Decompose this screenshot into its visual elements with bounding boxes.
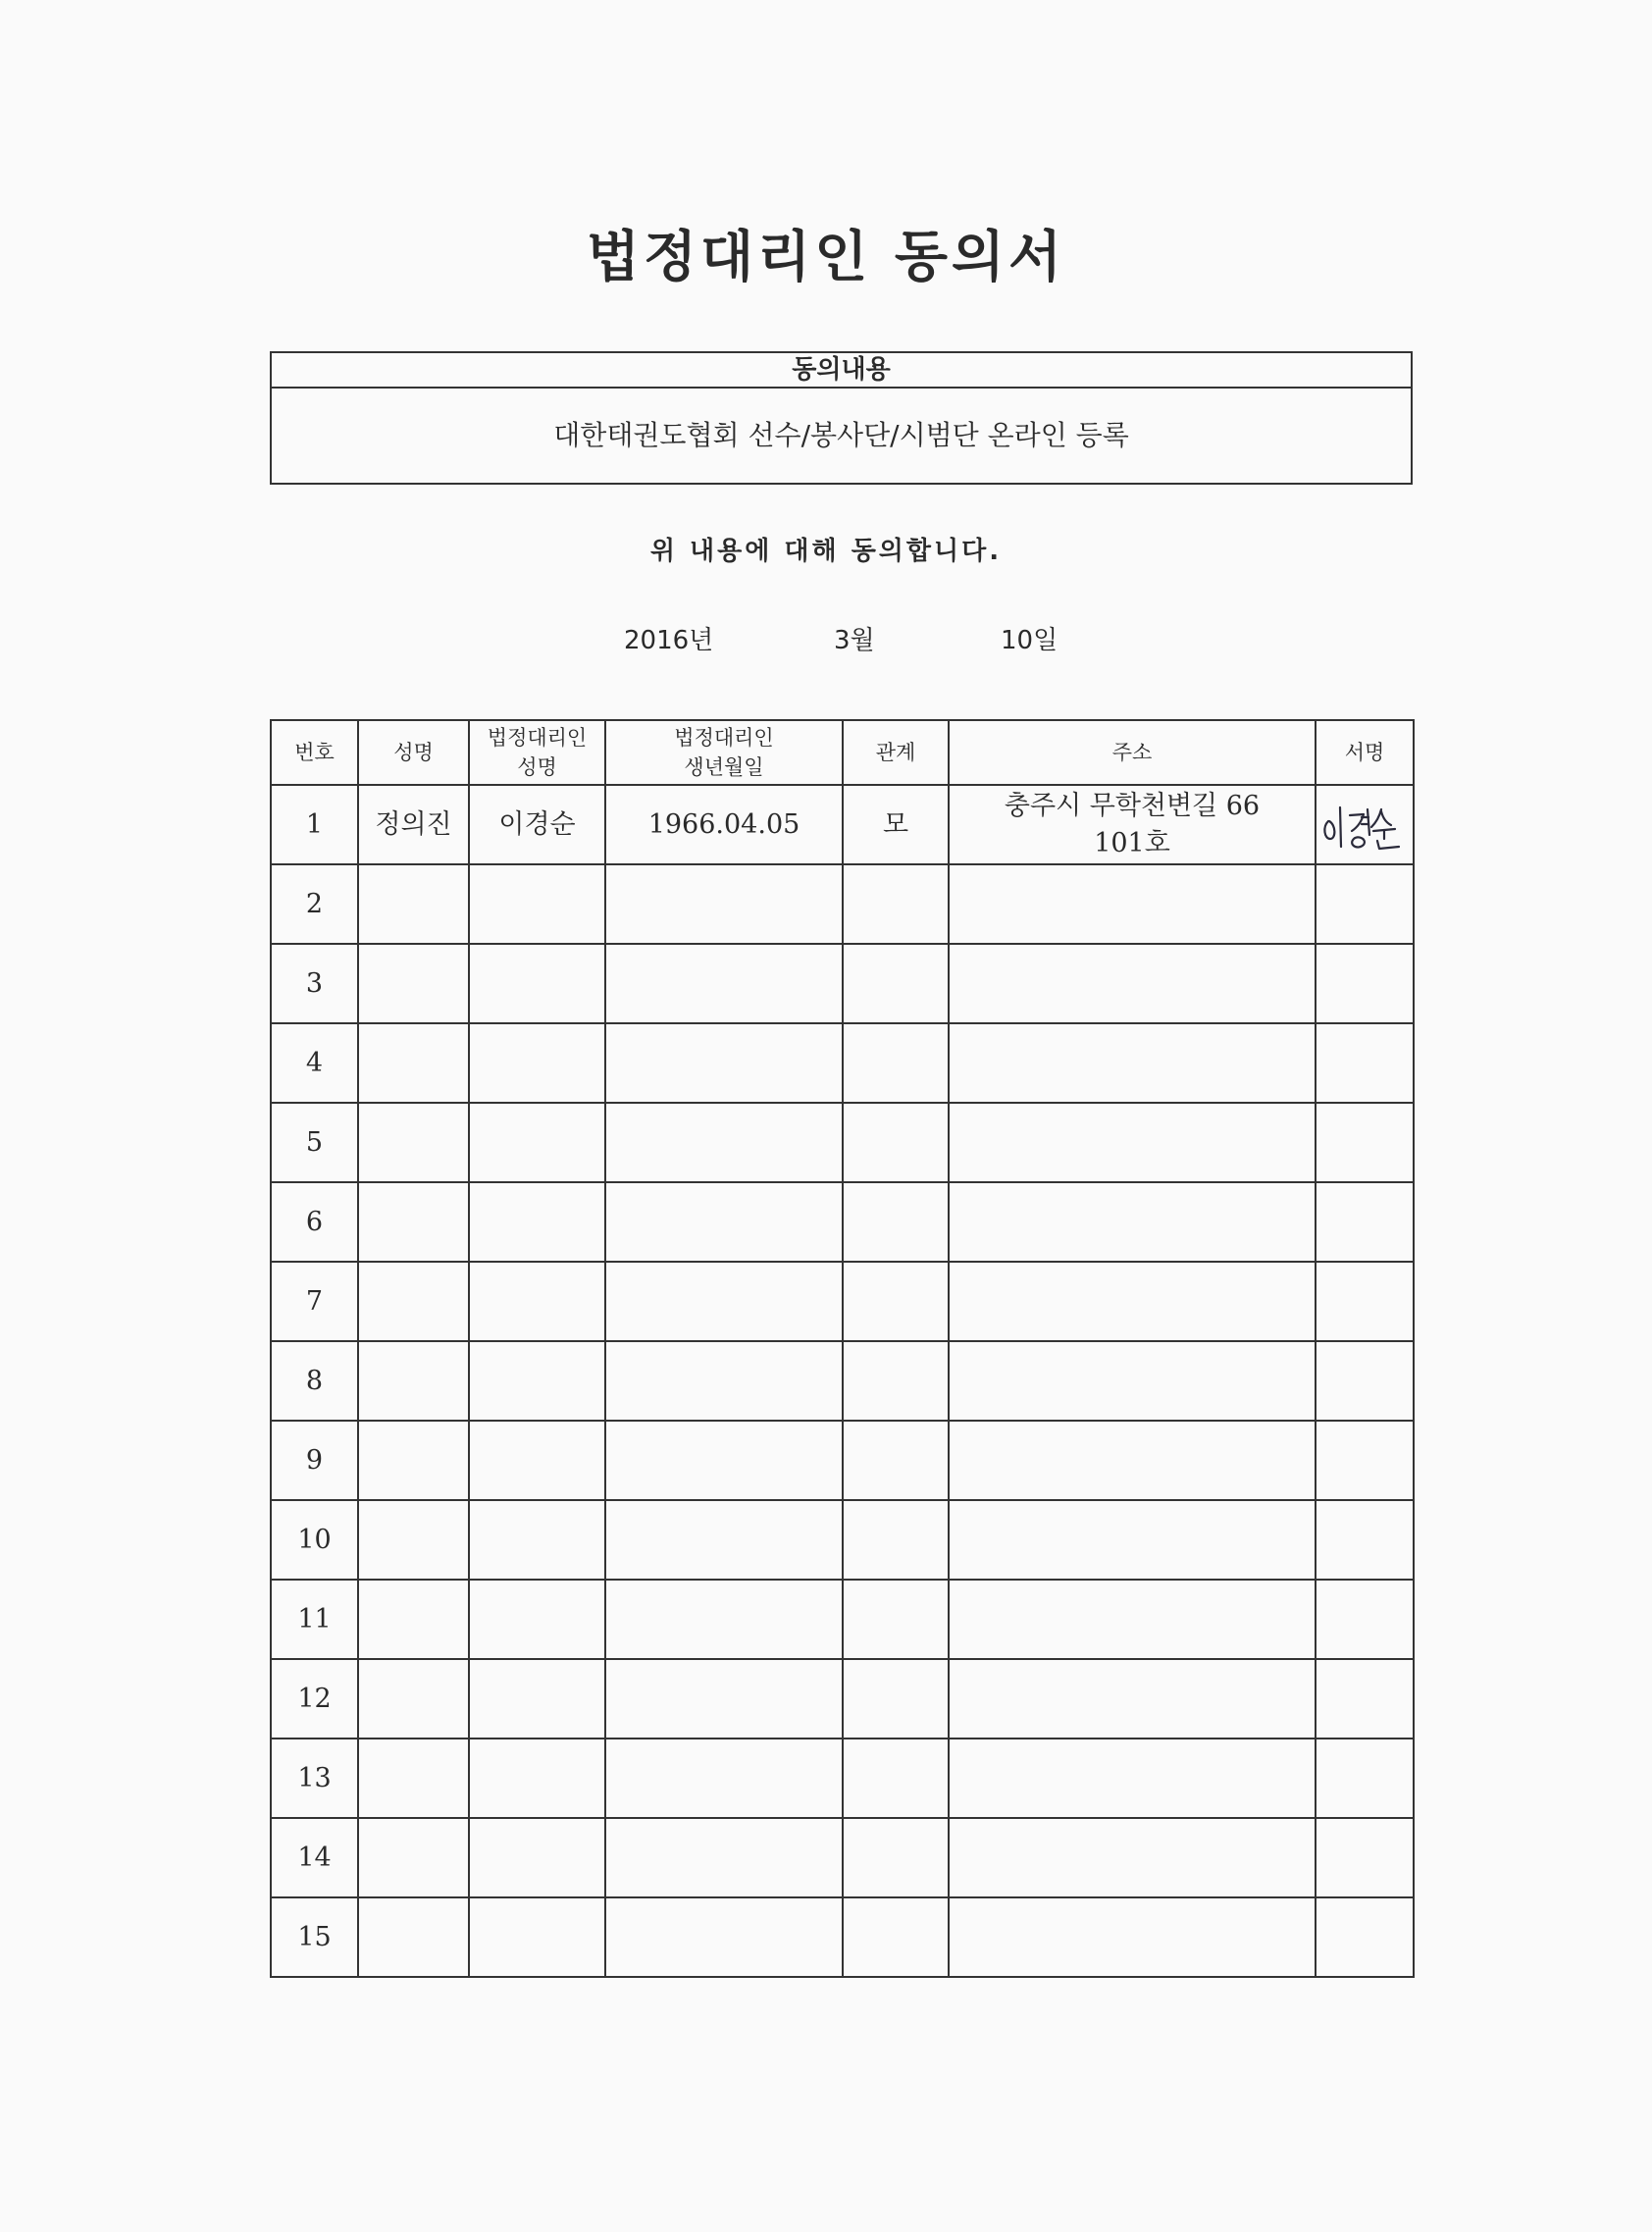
cell-relation <box>843 1500 949 1580</box>
cell-no: 11 <box>271 1580 358 1659</box>
cell-guardian-name <box>469 1739 605 1818</box>
guardian-roster-table <box>270 719 1415 1978</box>
cell-name <box>358 1659 469 1739</box>
cell-guardian-name <box>469 1818 605 1897</box>
cell-no: 3 <box>271 944 358 1023</box>
cell-name <box>358 1500 469 1580</box>
cell-guardian-name: 이경순 <box>469 785 605 864</box>
cell-name <box>358 1897 469 1977</box>
table-row <box>271 1739 1414 1818</box>
cell-guardian-birth <box>605 1897 843 1977</box>
cell-signature <box>1316 1580 1414 1659</box>
cell-name: 정의진 <box>358 785 469 864</box>
cell-no: 5 <box>271 1103 358 1182</box>
cell-guardian-name <box>469 1580 605 1659</box>
header-guardian-birth <box>605 720 843 785</box>
cell-address <box>949 1897 1316 1977</box>
cell-address <box>949 785 1316 864</box>
cell-address <box>949 1023 1316 1103</box>
cell-relation <box>843 1103 949 1182</box>
cell-name <box>358 944 469 1023</box>
header-name: 성명 <box>358 720 469 785</box>
cell-guardian-name <box>469 864 605 944</box>
cell-address <box>949 944 1316 1023</box>
cell-address-line2: 101호 <box>1094 827 1170 858</box>
document-title: 법정대리인 동의서 <box>586 226 1066 289</box>
cell-relation <box>843 1421 949 1500</box>
cell-guardian-birth <box>605 1421 843 1500</box>
table-row <box>271 1341 1414 1421</box>
cell-guardian-birth <box>605 1580 843 1659</box>
cell-guardian-name <box>469 1341 605 1421</box>
cell-signature <box>1316 1262 1414 1341</box>
cell-no: 9 <box>271 1421 358 1500</box>
cell-guardian-name <box>469 944 605 1023</box>
agreement-statement: 위 내용에 대해 동의합니다. <box>649 537 1003 566</box>
consent-text: 대한태권도협회 선수/봉사단/시범단 온라인 등록 <box>553 419 1129 451</box>
header-guardian-name-line2: 성명 <box>517 755 557 779</box>
cell-guardian-name <box>469 1262 605 1341</box>
cell-relation <box>843 1341 949 1421</box>
cell-address <box>949 1818 1316 1897</box>
cell-address <box>949 864 1316 944</box>
cell-no: 1 <box>271 785 358 864</box>
cell-guardian-birth: 1966.04.05 <box>605 785 843 864</box>
cell-no: 7 <box>271 1262 358 1341</box>
cell-relation <box>843 1818 949 1897</box>
date-year: 2016년 <box>624 626 714 655</box>
cell-address-line1: 충주시 무학천변길 66 <box>1004 790 1261 821</box>
cell-relation <box>843 1739 949 1818</box>
date-day: 10일 <box>1001 626 1058 655</box>
table-row <box>271 1580 1414 1659</box>
table-row <box>271 1182 1414 1262</box>
cell-address <box>949 1182 1316 1262</box>
cell-no: 15 <box>271 1897 358 1977</box>
cell-guardian-name <box>469 1659 605 1739</box>
cell-address <box>949 1103 1316 1182</box>
cell-signature <box>1316 785 1414 864</box>
cell-relation <box>843 944 949 1023</box>
cell-guardian-birth <box>605 1103 843 1182</box>
cell-no: 14 <box>271 1818 358 1897</box>
cell-name <box>358 1023 469 1103</box>
cell-guardian-name <box>469 1103 605 1182</box>
table-row <box>271 1897 1414 1977</box>
cell-signature <box>1316 1818 1414 1897</box>
cell-no: 10 <box>271 1500 358 1580</box>
cell-signature <box>1316 1421 1414 1500</box>
cell-name <box>358 1262 469 1341</box>
table-header-row <box>271 720 1414 785</box>
cell-address <box>949 1500 1316 1580</box>
cell-name <box>358 1103 469 1182</box>
cell-address <box>949 1262 1316 1341</box>
cell-signature <box>1316 864 1414 944</box>
cell-relation: 모 <box>843 785 949 864</box>
cell-no: 2 <box>271 864 358 944</box>
cell-relation <box>843 1023 949 1103</box>
cell-signature <box>1316 1182 1414 1262</box>
table-row <box>271 1023 1414 1103</box>
cell-name <box>358 1818 469 1897</box>
header-signature: 서명 <box>1316 720 1414 785</box>
cell-guardian-birth <box>605 1262 843 1341</box>
header-guardian-birth-line2: 생년월일 <box>684 755 764 779</box>
handwritten-signature <box>1318 796 1411 855</box>
cell-relation <box>843 1580 949 1659</box>
cell-no: 13 <box>271 1739 358 1818</box>
cell-signature <box>1316 1500 1414 1580</box>
cell-address <box>949 1580 1316 1659</box>
header-address: 주소 <box>949 720 1316 785</box>
cell-name <box>358 1182 469 1262</box>
cell-guardian-name <box>469 1182 605 1262</box>
cell-signature <box>1316 1103 1414 1182</box>
cell-name <box>358 1739 469 1818</box>
cell-relation <box>843 1659 949 1739</box>
table-row <box>271 1659 1414 1739</box>
cell-name <box>358 1421 469 1500</box>
cell-guardian-name <box>469 1500 605 1580</box>
cell-signature <box>1316 944 1414 1023</box>
cell-relation <box>843 1897 949 1977</box>
cell-relation <box>843 1262 949 1341</box>
table-row <box>271 1818 1414 1897</box>
cell-guardian-birth <box>605 1023 843 1103</box>
cell-name <box>358 1580 469 1659</box>
date-month: 3월 <box>834 626 875 655</box>
cell-relation <box>843 864 949 944</box>
table-row <box>271 1500 1414 1580</box>
cell-address <box>949 1341 1316 1421</box>
cell-signature <box>1316 1739 1414 1818</box>
consent-heading: 동의내용 <box>272 353 1411 389</box>
cell-signature <box>1316 1659 1414 1739</box>
cell-address <box>949 1421 1316 1500</box>
cell-guardian-birth <box>605 1659 843 1739</box>
table-row <box>271 1262 1414 1341</box>
cell-name <box>358 1341 469 1421</box>
cell-no: 6 <box>271 1182 358 1262</box>
cell-guardian-name <box>469 1897 605 1977</box>
table-body <box>271 785 1414 1977</box>
cell-guardian-name <box>469 1023 605 1103</box>
header-guardian-name-line1: 법정대리인 <box>487 726 588 750</box>
cell-signature <box>1316 1897 1414 1977</box>
cell-guardian-birth <box>605 944 843 1023</box>
table-row <box>271 944 1414 1023</box>
cell-signature <box>1316 1023 1414 1103</box>
table-row <box>271 864 1414 944</box>
table-row <box>271 1103 1414 1182</box>
cell-name <box>358 864 469 944</box>
cell-guardian-birth <box>605 1341 843 1421</box>
table-row <box>271 785 1414 864</box>
cell-guardian-name <box>469 1421 605 1500</box>
cell-no: 4 <box>271 1023 358 1103</box>
cell-no: 12 <box>271 1659 358 1739</box>
cell-signature <box>1316 1341 1414 1421</box>
cell-guardian-birth <box>605 1182 843 1262</box>
cell-no: 8 <box>271 1341 358 1421</box>
cell-guardian-birth <box>605 1500 843 1580</box>
header-relation: 관계 <box>843 720 949 785</box>
cell-guardian-birth <box>605 864 843 944</box>
cell-guardian-birth <box>605 1818 843 1897</box>
cell-address <box>949 1659 1316 1739</box>
cell-guardian-birth <box>605 1739 843 1818</box>
consent-content-box <box>270 351 1413 485</box>
cell-address <box>949 1739 1316 1818</box>
header-no: 번호 <box>271 720 358 785</box>
table-row <box>271 1421 1414 1500</box>
cell-relation <box>843 1182 949 1262</box>
header-guardian-name <box>469 720 605 785</box>
header-guardian-birth-line1: 법정대리인 <box>674 726 774 750</box>
